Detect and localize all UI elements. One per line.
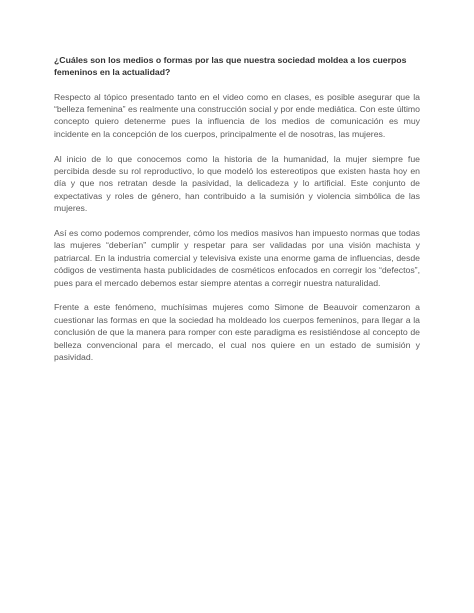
document-title: ¿Cuáles son los medios o formas por las que nuestra sociedad moldea a los cuerpos femeninos en la actualidad? [54, 55, 407, 78]
paragraph-1: Respecto al tópico presentado tanto en el video como en clases, es posible asegurar que la “belleza femenina” es realmente una construcción social y por ende mediática. Con este último concepto quiero detenerme pues la influencia de los medios de comunicación es muy incidente en la concepción de los cuerpos, principalmente el de nosotras, las mujeres. [54, 91, 420, 139]
paragraph-2: Al inicio de lo que conocemos como la historia de la humanidad, la mujer siempre fue percibida desde su rol reproductivo, lo que modeló los estereotipos que existen hasta hoy en día y que nos retratan desde la pasividad, la delicadeza y lo artificial. Este conjunto de expectativas y roles de género, han contribuido a la sumisión y violencia simbólica de las mujeres. [54, 153, 420, 214]
paragraph-4: Frente a este fenómeno, muchísimas mujeres como Simone de Beauvoir comenzaron a cuestionar las formas en que la sociedad ha moldeado los cuerpos femeninos, para llegar a la conclusión de que la manera para romper con este paradigma es resistiéndose al concepto de belleza convencional para el mercado, el cual nos quiere en un estado de sumisión y pasividad. [54, 302, 420, 363]
document-page [54, 54, 420, 363]
paragraph-3: Así es como podemos comprender, cómo los medios masivos han impuesto normas que todas las mujeres “deberían” cumplir y respetar para ser validadas por una visión machista y patriarcal. En la industria comercial y televisiva existe una enorme gama de influencias, desde códigos de vestimenta hasta publicidades de cosméticos enfocados en corregir los “defectos”, pues para el mercado debemos estar siempre atentas a corregir nuestra naturalidad. [54, 228, 420, 288]
